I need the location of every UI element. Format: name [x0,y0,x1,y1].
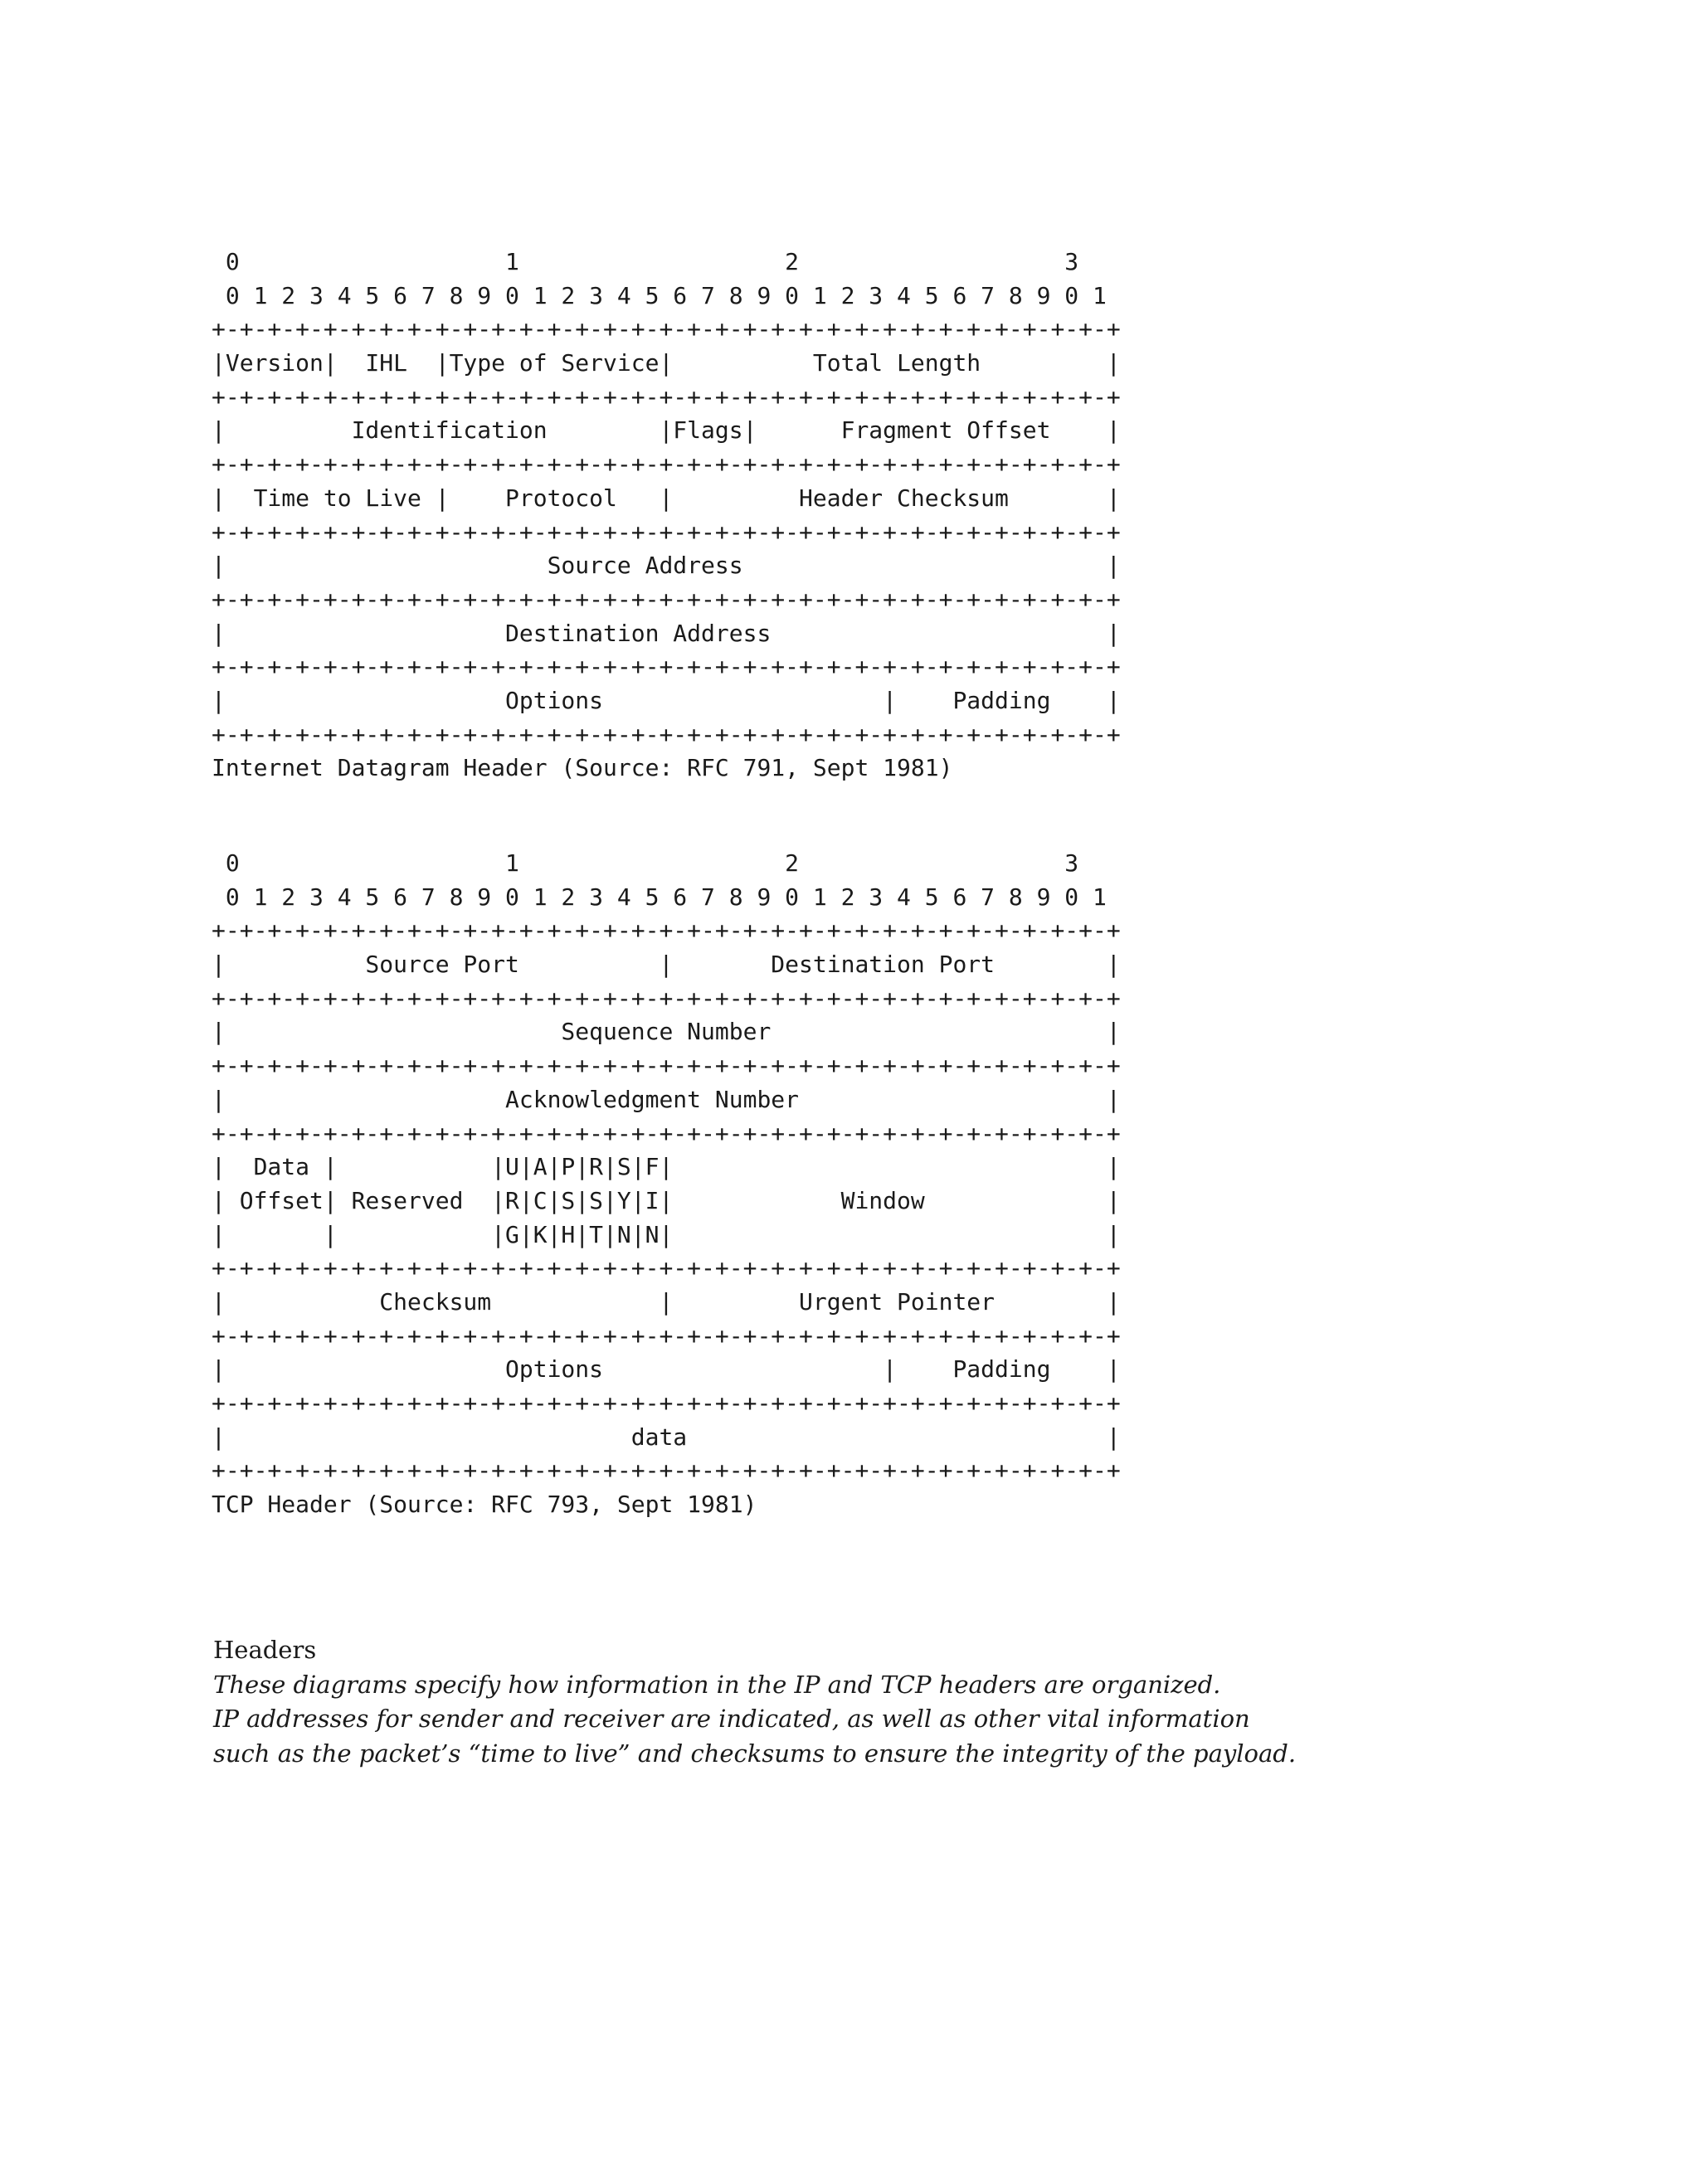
diagram-line: +-+-+-+-+-+-+-+-+-+-+-+-+-+-+-+-+-+-+-+-+-+-+-+-+-+-+-+-+-+-+-+-+ [212,382,1121,411]
ip-header-caption: Internet Datagram Header (Source: RFC 791, Sept 1981) [212,754,953,782]
diagram-line: | Checksum | Urgent Pointer | [212,1287,1121,1316]
diagram-line: | Sequence Number | [212,1018,1121,1046]
tcp-header-diagram [212,847,1121,1522]
diagram-line: | Identification |Flags| Fragment Offset | [212,416,1121,445]
diagram-line: 0 1 2 3 4 5 6 7 8 9 0 1 2 3 4 5 6 7 8 9 0 1 2 3 4 5 6 7 8 9 0 1 [212,281,1107,309]
diagram-line: 0 1 2 3 [212,248,1079,275]
description-line: IP addresses for sender and receiver are indicated, as well as other vital information [213,1705,1250,1733]
tcp-header-caption: TCP Header (Source: RFC 793, Sept 1981) [212,1491,757,1519]
diagram-line: | Time to Live | Protocol | Header Checksum | [212,484,1121,512]
description-block [213,1633,1458,1771]
diagram-line: +-+-+-+-+-+-+-+-+-+-+-+-+-+-+-+-+-+-+-+-+-+-+-+-+-+-+-+-+-+-+-+-+ [212,518,1121,546]
diagram-line: | data | [212,1423,1121,1451]
diagram-line: +-+-+-+-+-+-+-+-+-+-+-+-+-+-+-+-+-+-+-+-+-+-+-+-+-+-+-+-+-+-+-+-+ [212,1119,1121,1147]
diagram-line: | Source Address | [212,552,1121,580]
diagram-line: +-+-+-+-+-+-+-+-+-+-+-+-+-+-+-+-+-+-+-+-+-+-+-+-+-+-+-+-+-+-+-+-+ [212,720,1121,748]
diagram-line: +-+-+-+-+-+-+-+-+-+-+-+-+-+-+-+-+-+-+-+-+-+-+-+-+-+-+-+-+-+-+-+-+ [212,1254,1121,1282]
ip-header-diagram [212,246,1121,786]
diagram-line: +-+-+-+-+-+-+-+-+-+-+-+-+-+-+-+-+-+-+-+-+-+-+-+-+-+-+-+-+-+-+-+-+ [212,917,1121,945]
diagram-line: +-+-+-+-+-+-+-+-+-+-+-+-+-+-+-+-+-+-+-+-+-+-+-+-+-+-+-+-+-+-+-+-+ [212,315,1121,343]
diagram-line: | | |G|K|H|T|N|N| | [212,1220,1121,1248]
diagram-line: | Acknowledgment Number | [212,1085,1121,1113]
diagram-line: +-+-+-+-+-+-+-+-+-+-+-+-+-+-+-+-+-+-+-+-+-+-+-+-+-+-+-+-+-+-+-+-+ [212,1052,1121,1080]
description-heading: Headers [213,1636,317,1664]
diagram-line: +-+-+-+-+-+-+-+-+-+-+-+-+-+-+-+-+-+-+-+-+-+-+-+-+-+-+-+-+-+-+-+-+ [212,1457,1121,1485]
diagram-line: | Data | |U|A|P|R|S|F| | [212,1153,1121,1181]
diagram-line: +-+-+-+-+-+-+-+-+-+-+-+-+-+-+-+-+-+-+-+-+-+-+-+-+-+-+-+-+-+-+-+-+ [212,585,1121,613]
diagram-line: +-+-+-+-+-+-+-+-+-+-+-+-+-+-+-+-+-+-+-+-+-+-+-+-+-+-+-+-+-+-+-+-+ [212,984,1121,1012]
description-line: These diagrams specify how information in the IP and TCP headers are organized. [213,1670,1221,1699]
diagram-line: |Version| IHL |Type of Service| Total Length | [212,349,1121,377]
diagram-line: +-+-+-+-+-+-+-+-+-+-+-+-+-+-+-+-+-+-+-+-+-+-+-+-+-+-+-+-+-+-+-+-+ [212,653,1121,681]
diagram-line: | Options | Padding | [212,1355,1121,1384]
diagram-line: 0 1 2 3 [212,849,1079,877]
diagram-line: +-+-+-+-+-+-+-+-+-+-+-+-+-+-+-+-+-+-+-+-+-+-+-+-+-+-+-+-+-+-+-+-+ [212,450,1121,479]
diagram-line: +-+-+-+-+-+-+-+-+-+-+-+-+-+-+-+-+-+-+-+-+-+-+-+-+-+-+-+-+-+-+-+-+ [212,1321,1121,1350]
diagram-line: | Options | Padding | [212,686,1121,714]
description-line: such as the packet’s “time to live” and checksums to ensure the integrity of the payload. [213,1739,1297,1768]
diagram-line: 0 1 2 3 4 5 6 7 8 9 0 1 2 3 4 5 6 7 8 9 0 1 2 3 4 5 6 7 8 9 0 1 [212,883,1107,911]
diagram-line: +-+-+-+-+-+-+-+-+-+-+-+-+-+-+-+-+-+-+-+-+-+-+-+-+-+-+-+-+-+-+-+-+ [212,1389,1121,1417]
diagram-line: | Destination Address | [212,619,1121,647]
diagram-line: | Source Port | Destination Port | [212,951,1121,979]
diagram-line: | Offset| Reserved |R|C|S|S|Y|I| Window | [212,1186,1121,1214]
